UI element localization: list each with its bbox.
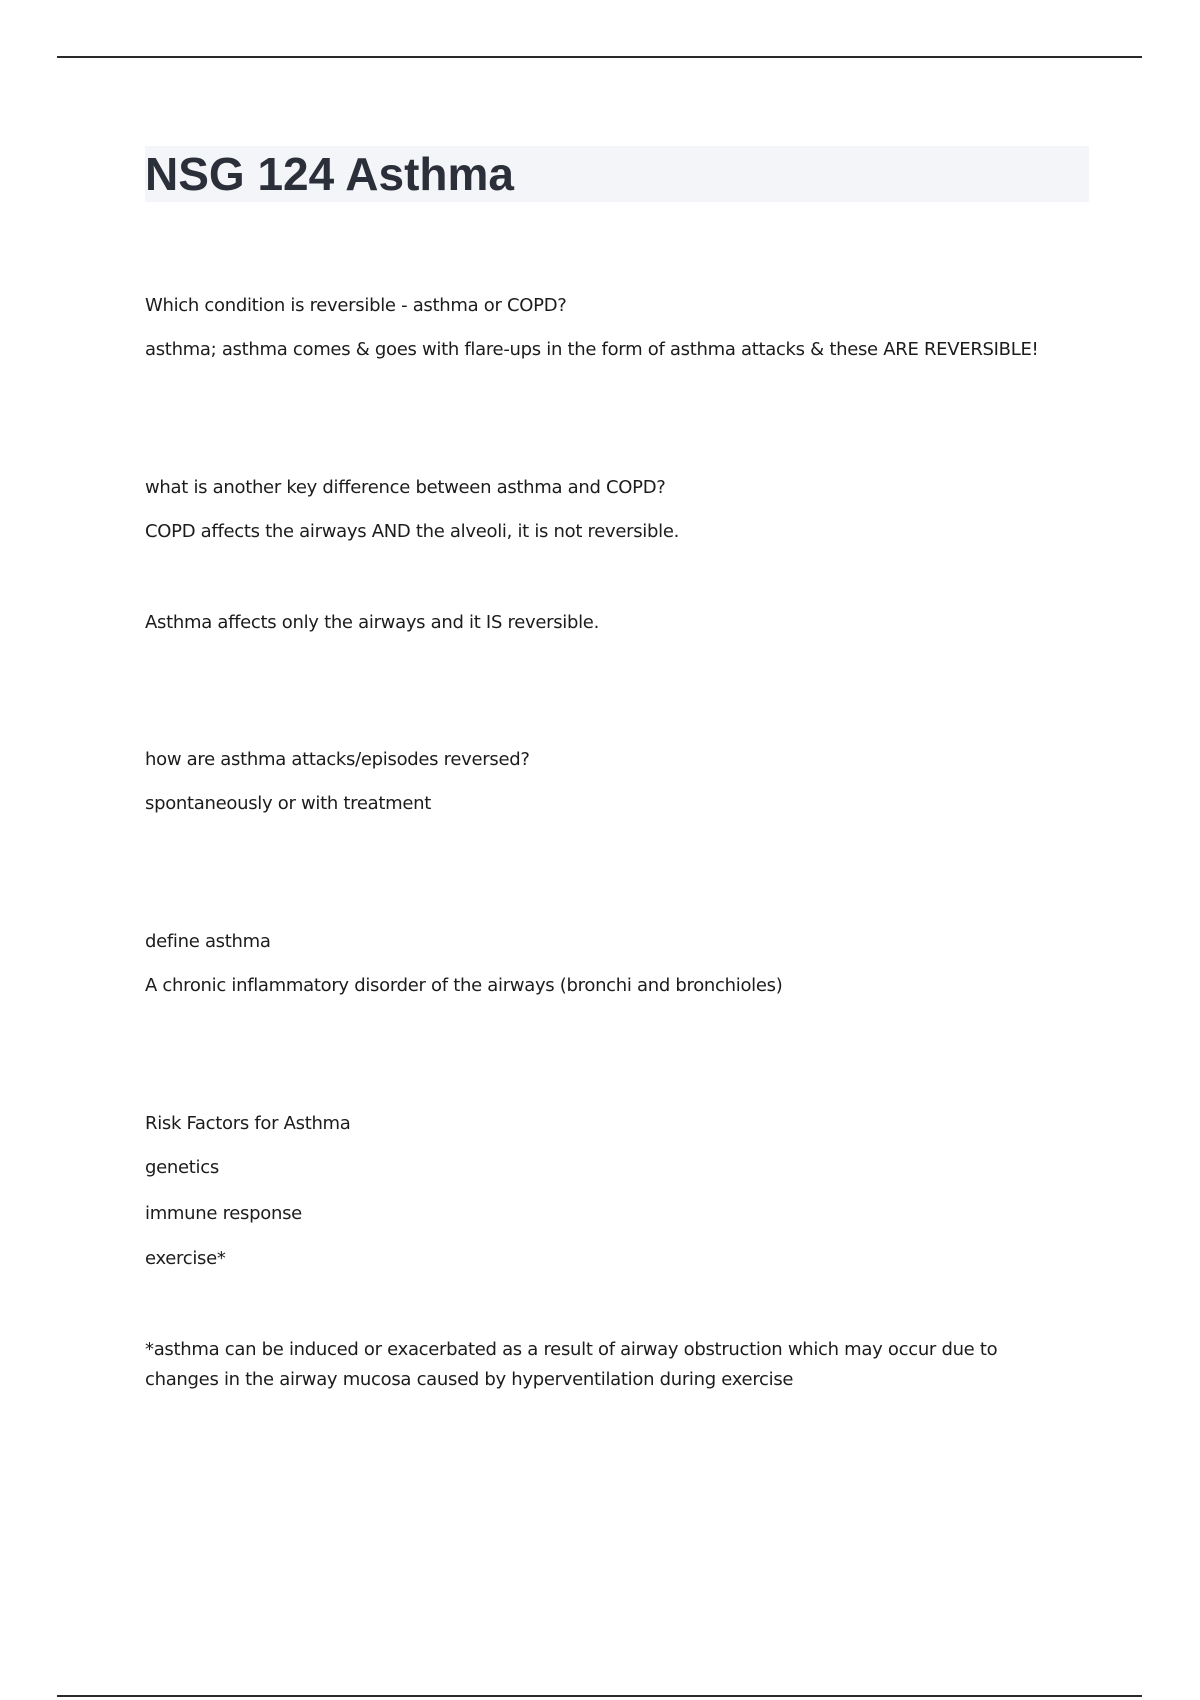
question-text: Risk Factors for Asthma [145,1113,351,1134]
answer-text: COPD affects the airways AND the alveoli, it is not reversible. [145,521,680,542]
answer-text: spontaneously or with treatment [145,793,432,814]
answer-text: asthma; asthma comes & goes with flare-ups in the form of asthma attacks & these ARE REVERSIBLE! [145,339,1039,360]
answer-footnote: *asthma can be induced or exacerbated as a result of airway obstruction which may occur due to changes in the airway mucosa caused by hyperventilation during exercise [145,1339,998,1390]
title-banner [145,146,1089,202]
answer-text: immune response [145,1203,302,1224]
question-text: how are asthma attacks/episodes reversed? [145,749,530,770]
answer-text: Asthma affects only the airways and it IS reversible. [145,612,599,633]
question-text: what is another key difference between asthma and COPD? [145,477,666,498]
question-text: define asthma [145,931,271,952]
question-text: Which condition is reversible - asthma or COPD? [145,295,567,316]
answer-text: genetics [145,1157,219,1178]
answer-text: A chronic inflammatory disorder of the airways (bronchi and bronchioles) [145,975,783,996]
answer-text: exercise* [145,1248,226,1269]
document-title: NSG 124 Asthma [145,148,514,200]
top-rule [57,56,1142,58]
bottom-rule [57,1695,1142,1697]
